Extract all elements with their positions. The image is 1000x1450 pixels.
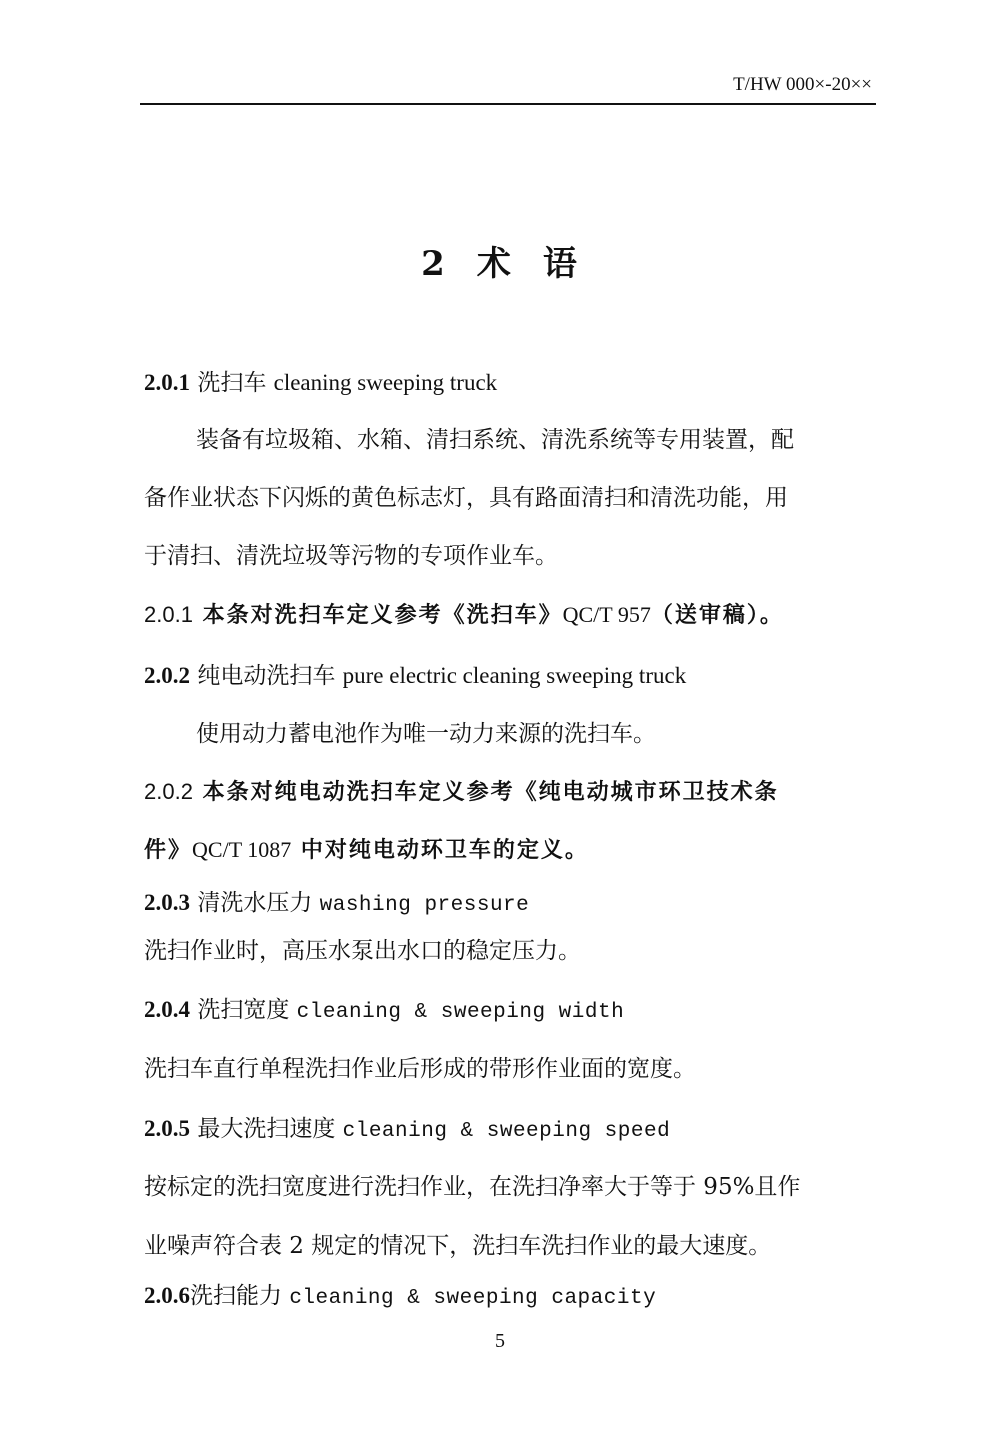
term-cn: 纯电动洗扫车: [197, 663, 336, 689]
note-2-0-1: [144, 598, 784, 629]
note-text-tail: 中对纯电动环卫车的定义。: [300, 837, 589, 863]
note-text: 本条对洗扫车定义参考《洗扫车》: [202, 602, 563, 628]
term-cn: 洗扫能力: [190, 1283, 282, 1309]
term-number: 2.0.2: [144, 663, 190, 688]
term-number: 2.0.1: [144, 370, 190, 395]
term-en: cleaning & sweeping speed: [342, 1120, 671, 1143]
page-number: 5: [495, 1330, 505, 1352]
section-title: [0, 236, 1000, 285]
header-divider: [140, 103, 876, 105]
definition-line: 洗扫作业时，高压水泵出水口的稳定压力。: [144, 938, 581, 964]
definition-line: 按标定的洗扫宽度进行洗扫作业，在洗扫净率大于等于 95%且作: [144, 1174, 801, 1200]
term-en: cleaning & sweeping capacity: [289, 1287, 657, 1310]
term-cn: 洗扫车: [197, 370, 267, 396]
definition-line: 使用动力蓄电池作为唯一动力来源的洗扫车。: [196, 721, 656, 747]
note-number: 2.0.2: [144, 779, 193, 804]
note-2-0-2-cont: [144, 833, 589, 864]
term-2-0-5: [144, 1110, 670, 1143]
note-text-tail: （送审稿）。: [650, 602, 784, 628]
definition-line: 备作业状态下闪烁的黄色标志灯，具有路面清扫和清洗功能，用: [144, 485, 788, 511]
standard-code: QC/T 1087: [192, 837, 292, 862]
note-text: 本条对纯电动洗扫车定义参考《纯电动城市环卫技术条: [202, 779, 779, 805]
definition-line: 洗扫车直行单程洗扫作业后形成的带形作业面的宽度。: [144, 1056, 696, 1082]
definition-line: 于清扫、清洗垃圾等污物的专项作业车。: [144, 543, 558, 569]
note-2-0-2: [144, 775, 779, 806]
term-2-0-2: [144, 657, 686, 690]
term-cn: 最大洗扫速度: [197, 1116, 336, 1142]
term-en: cleaning sweeping truck: [273, 370, 498, 395]
term-number: 2.0.5: [144, 1116, 190, 1141]
standard-code: QC/T 957: [562, 602, 651, 627]
term-cn: 洗扫宽度: [197, 997, 290, 1023]
definition-line: 装备有垃圾箱、水箱、清扫系统、清洗系统等专用装置，配: [196, 427, 794, 453]
definition-line: 业噪声符合表 2 规定的情况下，洗扫车洗扫作业的最大速度。: [144, 1233, 772, 1259]
term-number: 2.0.3: [144, 890, 190, 915]
note-number: 2.0.1: [144, 602, 193, 627]
term-2-0-6: [144, 1277, 656, 1310]
term-en: pure electric cleaning sweeping truck: [342, 663, 687, 688]
section-word-2: 语: [542, 244, 579, 284]
section-number: 2: [421, 244, 447, 284]
term-2-0-4: [144, 991, 624, 1024]
document-code: T/HW 000×-20××: [733, 74, 872, 95]
term-en: washing pressure: [319, 894, 530, 917]
term-2-0-3: [144, 884, 529, 917]
term-number: 2.0.6: [144, 1283, 190, 1308]
section-word-1: 术: [476, 244, 513, 284]
note-text: 件》: [144, 837, 193, 863]
term-number: 2.0.4: [144, 997, 190, 1022]
term-en: cleaning & sweeping width: [296, 1001, 625, 1024]
term-cn: 清洗水压力: [197, 890, 313, 916]
term-2-0-1: [144, 364, 497, 397]
